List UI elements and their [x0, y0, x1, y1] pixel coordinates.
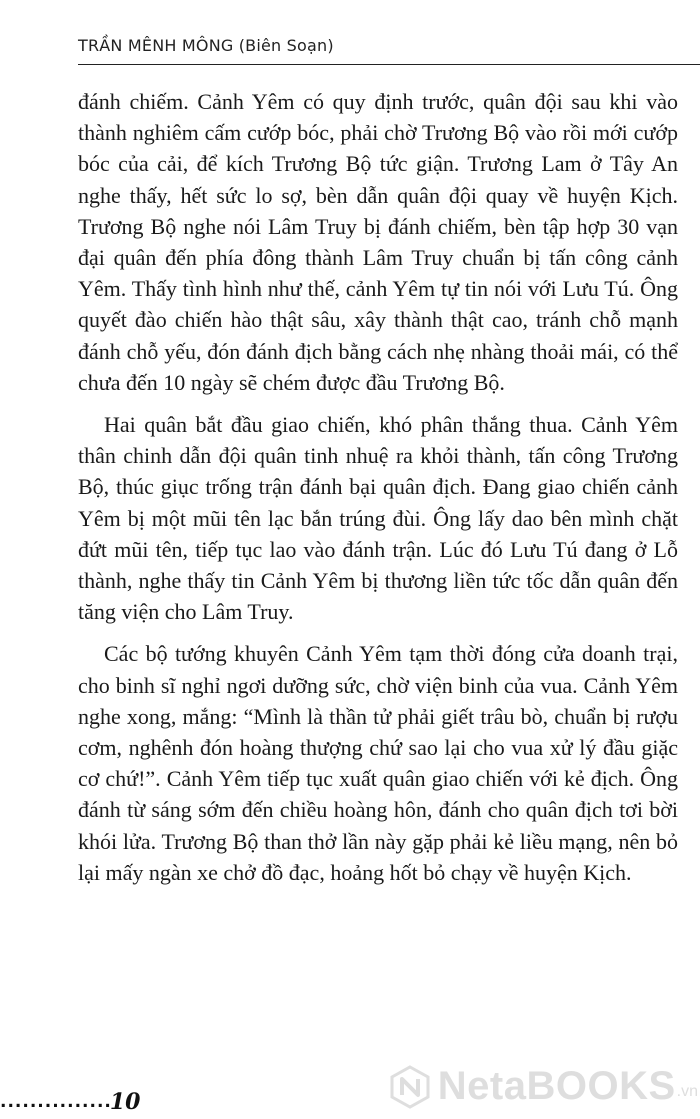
page-body [78, 86, 678, 899]
watermark-suffix: .vn [676, 1083, 698, 1100]
leader-dots: ............... [0, 1092, 112, 1112]
netabooks-logo-icon [388, 1065, 432, 1109]
paragraph: Hai quân bắt đầu giao chiến, khó phân thắng thua. Cảnh Yêm thân chinh dẫn đội quân tinh nhuệ ra khỏi thành, tấn công Trương Bộ, thúc giục trống trận đánh bại quân địch. Đang giao chiến cảnh Yêm bị một mũi tên lạc bắn trúng đùi. Ông lấy dao bên mình chặt đứt mũi tên, tiếp tục lao vào đánh trận. Lúc đó Lưu Tú đang ở Lỗ thành, nghe thấy tin Cảnh Yêm bị thương liền tức tốc dẫn quân đến tăng viện cho Lâm Truy. [78, 412, 678, 625]
page-number: 10 [109, 1089, 141, 1115]
watermark [388, 1064, 698, 1109]
running-header: TRẦN MÊNH MÔNG (Biên Soạn) [78, 36, 334, 55]
header-rule [78, 64, 700, 65]
paragraph: Các bộ tướng khuyên Cảnh Yêm tạm thời đóng cửa doanh trại, cho binh sĩ nghỉ ngơi dưỡng sức, chờ viện binh của vua. Cảnh Yêm nghe xong, mắng: “Mình là thần tử phải giết trâu bò, chuẩn bị rượu cơm, nghênh đón hoàng thượng chứ sao lại cho vua xử lý đầu giặc cơ chứ!”. Cảnh Yêm tiếp tục xuất quân giao chiến với kẻ địch. Ông đánh từ sáng sớm đến chiều hoàng hôn, đánh cho quân địch tơi bời khói lửa. Trương Bộ than thở lần này gặp phải kẻ liều mạng, nên bỏ lại mấy ngàn xe chở đồ đạc, hoảng hốt bỏ chạy về huyện Kịch. [78, 641, 678, 885]
page-footer [0, 1080, 141, 1114]
paragraph: đánh chiếm. Cảnh Yêm có quy định trước, quân đội sau khi vào thành nghiêm cấm cướp bóc, phải chờ Trương Bộ vào rồi mới cướp bóc của cải, để kích Trương Bộ tức giận. Trương Lam ở Tây An nghe thấy, hết sức lo sợ, bèn dẫn quân đội quay về huyện Kịch. Trương Bộ nghe nói Lâm Truy bị đánh chiếm, bèn tập hợp 30 vạn đại quân đến phía đông thành Lâm Truy chuẩn bị tấn công cảnh Yêm. Thấy tình hình như thế, cảnh Yêm tự tin nói với Lưu Tú. Ông quyết đào chiến hào thật sâu, xây thành thật cao, tránh chỗ mạnh đánh chỗ yếu, đón đánh địch bằng cách nhẹ nhàng thoải mái, có thể chưa đến 10 ngày sẽ chém được đầu Trương Bộ. [78, 89, 678, 395]
watermark-brand: NetaBOOKS [437, 1064, 676, 1108]
